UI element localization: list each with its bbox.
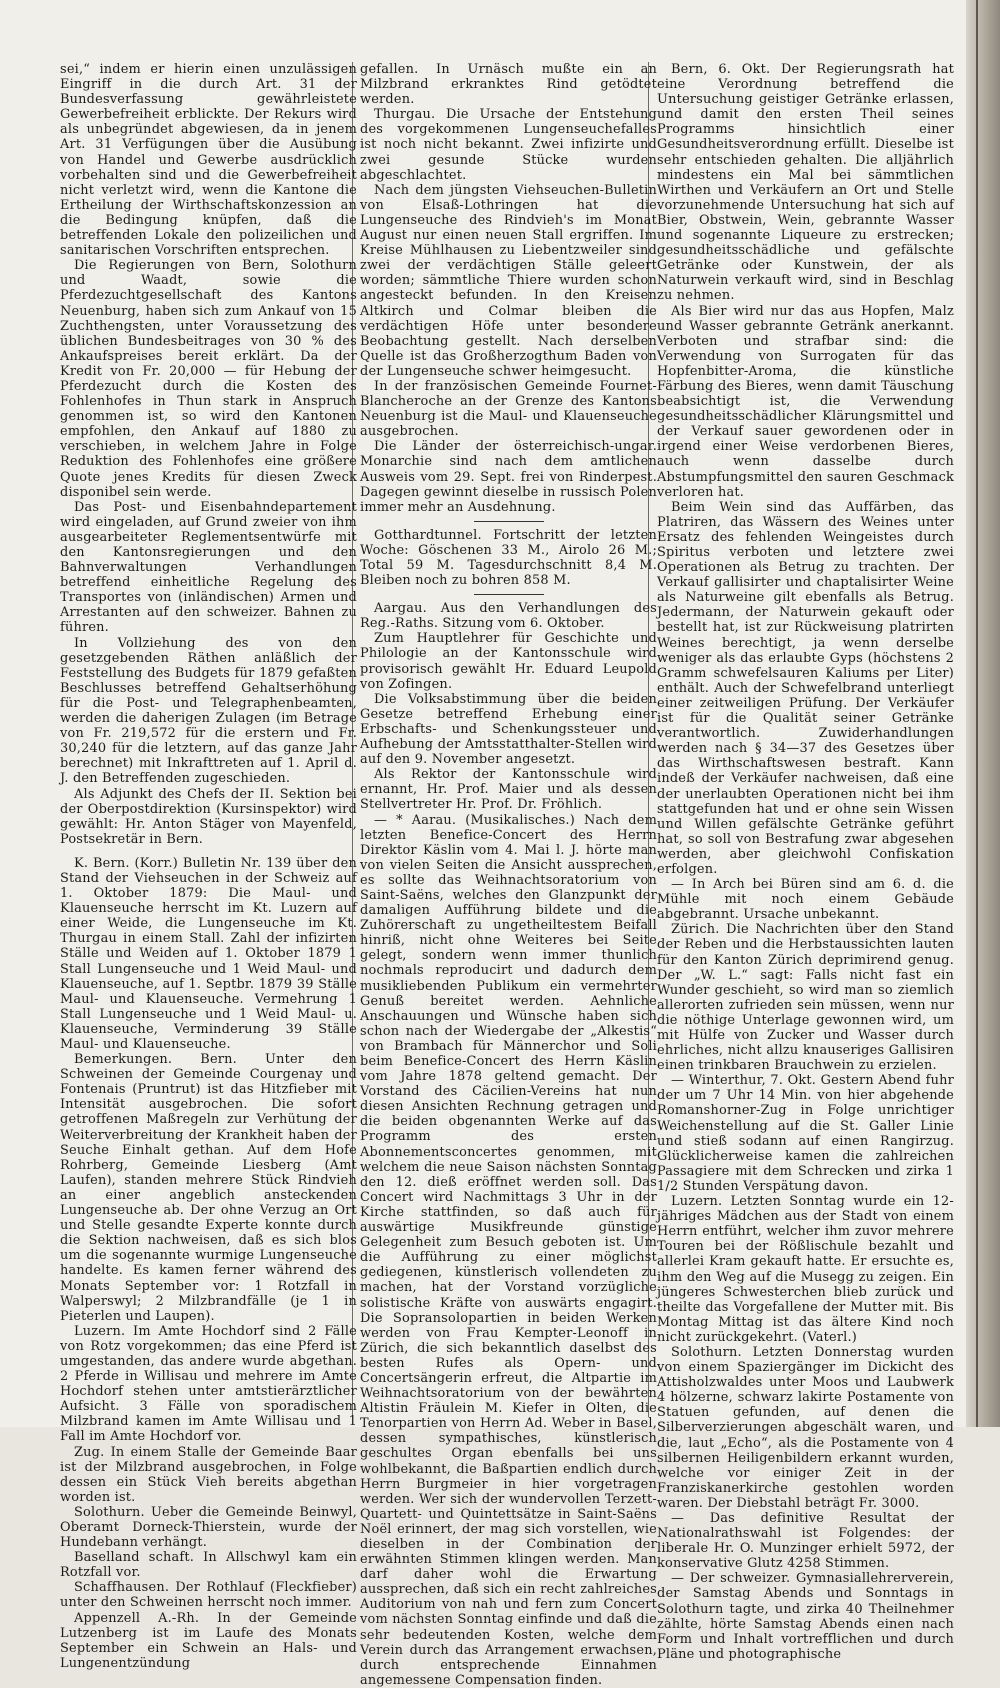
article-paragraph: Aargau. Aus den Verhandlungen des Reg.-Raths. Sitzung vom 6. Oktober. [360,601,657,632]
article-paragraph: In Vollziehung des von den gesetzgebenden Räthen anläßlich der Feststellung des Budgets für 1879 gefaßten Beschlusses betreffend Gehaltserhöhung für die Post- und Telegraphenbeamten, werden die daherigen Zulagen (im Betrage von Fr. 219,572 für die erstern und Fr. 30,240 für die letztern, auf das ganze Jahr berechnet) mit Inkrafttreten auf 1. April d. J. den Betreffenden zugeschieden. [60,635,357,787]
binding-line [976,0,978,1427]
article-paragraph: Solothurn. Letzten Donnerstag wurden von einem Spaziergänger im Dickicht des Attisholzwaldes unter Moos und Laubwerk 4 hölzerne, schwarz lakirte Postamente von Statuen gefunden, auf denen die Silberverzierungen abgeschält waren, und die, laut „Echo“, als die Postamente von 4 silbernen Heiligenbildern erkannt wurden, welche vor einiger Zeit in der Franziskanerkirche gestohlen worden waren. Der Diebstahl beträgt Fr. 3000. [657,1344,954,1511]
article-paragraph: — Der schweizer. Gymnasiallehrerverein, der Samstag Abends und Sonntags in Solothurn tagte, und zirka 40 Theilnehmer zählte, hörte Samstag Abends einen nach Form und Inhalt vortrefflichen und durch Pläne und photographische [657,1571,954,1662]
article-paragraph: — Winterthur, 7. Okt. Gestern Abend fuhr der um 7 Uhr 14 Min. von hier abgehende Romanshorner-Zug in Folge unrichtiger Weichenstellung auf die St. Galler Linie und stieß sodann auf einen Rangirzug. Glücklicherweise kamen die zahlreichen Passagiere mit dem Schrecken und zirka 1 1/2 Stunden Verspätung davon. [657,1073,954,1194]
article-paragraph: Luzern. Im Amte Hochdorf sind 2 Fälle von Rotz vorgekommen; das eine Pferd ist umgestanden, das andere wurde abgethan. 2 Pferde in Willisau und mehrere im Amte Hochdorf stehen unter amtstierärztlicher Aufsicht. 3 Fälle von sporadischem Milzbrand kamen im Amte Willisau und 1 Fall im Amte Hochdorf vor. [60,1323,357,1445]
column-left [60,62,357,1671]
article-paragraph: — * Aarau. (Musikalisches.) Nach dem letzten Benefice-Concert des Herrn Direktor Käslin vom 4. Mai l. J. hörte man von vielen Seiten die Ansicht aussprechen, es sollte das Weihnachtsoratorium von Saint-Saëns, welches den Glanzpunkt der damaligen Aufführung bildete und die Zuhörerschaft zu ungetheiltestem Beifall hinriß, nicht ohne Weiteres bei Seite gelegt, sondern wenn immer thunlich nochmals reproducirt und dadurch dem musikliebenden Publikum ein vermehrter Genuß bereitet werden. Aehnliche Anschauungen und Wünsche haben sich schon nach der Wiedergabe der „Alkestis“ von Brambach für Männerchor und Soli beim Benefice-Concert des Herrn Käslin vom Jahre 1878 geltend gemacht. Der Vorstand des Cäcilien-Vereins hat nun diesen Ansichten Rechnung getragen und die beiden obgenannten Werke auf das Programm des ersten Abonnementsconcertes genommen, mit welchem die neue Saison nächsten Sonntag den 12. dieß eröffnet werden soll. Das Concert wird Nachmittags 3 Uhr in der Kirche stattfinden, so daß auch für auswärtige Musikfreunde günstige Gelegenheit zum Besuch geboten ist. Um die Aufführung zu einer möglichst gediegenen, künstlerisch vollendeten zu machen, hat der Vorstand vorzügliche solistische Kräfte von auswärts engagirt. Die Sopransolopartien in beiden Werken werden von Frau Kempter-Leonoff in Zürich, die sich bekanntlich daselbst des besten Rufes als Opern- und Concertsängerin erfreut, die Altpartie im Weihnachtsoratorium von der bewährten Altistin Fräulein M. Kiefer in Olten, die Tenorpartien von Herrn Ad. Weber in Basel, dessen sympathisches, künstlerisch geschultes Organ ebenfalls bei uns wohlbekannt, die Baßpartien endlich durch Herrn Burgmeier in hier vorgetragen werden. Wer sich der wundervollen Terzett-Quartett- und Quintettsätze in Saint-Saëns Noël erinnert, der mag sich vorstellen, wie dieselben in der Combination der erwähnten Stimmen klingen werden. Man darf daher wohl die Erwartung aussprechen, daß sich ein recht zahlreiches Auditorium von nah und fern zum Concert vom nächsten Sonntag einfinde und daß die sehr bedeutenden Kosten, welche dem Verein durch das Arrangement erwachsen, durch entsprechende Einnahmen angemessene Compensation finden. [360,812,657,1688]
article-paragraph: Als Bier wird nur das aus Hopfen, Malz und Wasser gebrannte Getränk anerkannt. Verboten und strafbar sind: die Verwendung von Surrogaten für das Hopfenbitter-Aroma, die künstliche Färbung des Bieres, wenn damit Täuschung beabsichtigt ist, die Verwendung gesundheitsschädlicher Klärungsmittel und der Verkauf sauer gewordenen oder in irgend einer Weise verdorbenen Bieres, auch wenn dasselbe durch Abstumpfungsmittel den sauren Geschmack verloren hat. [657,303,954,500]
section-separator [474,594,544,595]
article-paragraph: Nach dem jüngsten Viehseuchen-Bulletin von Elsaß-Lothringen hat die Lungenseuche des Rindvieh's im Monat August nur einen neuen Stall ergriffen. Im Kreise Mühlhausen zu Liebentzweiler sind zwei der verdächtigen Ställe geleert worden; sämmtliche Thiere wurden schon angesteckt befunden. In den Kreisen Altkirch und Colmar bleiben die verdächtigen Höfe unter besondere Beobachtung gestellt. Nach derselben Quelle ist das Großherzogthum Baden von der Lungenseuche schwer heimgesucht. [360,182,657,379]
article-paragraph: Das Post- und Eisenbahndepartement wird eingeladen, auf Grund zweier von ihm ausgearbeiteter Reglementsentwürfe mit den Kantonsregierungen und den Bahnverwaltungen Verhandlungen betreffend einheitliche Regelung des Transportes von (inländischen) Armen und Arrestanten auf den schweizer. Bahnen zu führen. [60,499,357,636]
article-paragraph: K. Bern. (Korr.) Bulletin Nr. 139 über den Stand der Viehseuchen in der Schweiz auf 1. Oktober 1879: Die Maul- und Klauenseuche herrscht im Kt. Luzern auf einer Weide, die Lungenseuche im Kt. Thurgau in einem Stall. Zahl der infizirten Ställe und Weiden auf 1. Oktober 1879 1 Stall Lungenseuche und 1 Weid Maul- und Klauenseuche, auf 1. Septbr. 1879 39 Ställe Maul- und Klauenseuche. Vermehrung 1 Stall Lungenseuche und 1 Weid Maul- u. Klauenseuche, Verminderung 39 Ställe Maul- und Klauenseuche. [60,855,357,1052]
article-paragraph: Die Volksabstimmung über die beiden Gesetze betreffend Erhebung einer Erbschafts- und Schenkungssteuer und Aufhebung der Amtsstatthalter-Stellen wird auf den 9. November angesetzt. [360,691,657,768]
article-paragraph: Zug. In einem Stalle der Gemeinde Baar ist der Milzbrand ausgebrochen, in Folge dessen ein Stück Vieh bereits abgethan worden ist. [60,1444,357,1505]
article-paragraph: — Das definitive Resultat der Nationalrathswahl ist Folgendes: der liberale Hr. O. Munzinger erhielt 5972, der konservative Glutz 4258 Stimmen. [657,1511,954,1572]
column-middle [360,62,657,1688]
article-paragraph: Appenzell A.-Rh. In der Gemeinde Lutzenberg ist im Laufe des Monats September ein Schwein an Hals- und Lungenentzündung [60,1610,357,1671]
article-paragraph: Die Regierungen von Bern, Solothurn und Waadt, sowie die Pferdezuchtgesellschaft des Kantons Neuenburg, haben sich zum Ankauf von 15 Zuchthengsten, unter Voraussetzung des üblichen Bundesbeitrages von 30 % des Ankaufspreises bereit erklärt. Da der Kredit von Fr. 20,000 — für Hebung der Pferdezucht durch die Kosten des Fohlenhofes in Thun stark in Anspruch genommen ist, so wird den Kantonen empfohlen, den Ankauf auf 1880 zu verschieben, in welchem Jahre in Folge Reduktion des Fohlenhofes eine größere Quote jenes Kredits für diesen Zweck disponibel sein werde. [60,258,357,500]
article-paragraph: Die Länder der österreichisch-ungar. Monarchie sind nach dem amtlichen Ausweis vom 29. Sept. frei von Rinderpest. Dagegen gewinnt dieselbe in russisch Polen immer mehr an Ausdehnung. [360,439,657,515]
article-paragraph: Als Rektor der Kantonsschule wird ernannt, Hr. Prof. Maier und als dessen Stellvertreter Hr. Prof. Dr. Fröhlich. [360,767,657,813]
section-separator [474,521,544,522]
article-paragraph: Solothurn. Ueber die Gemeinde Beinwyl, Oberamt Dorneck-Thierstein, wurde der Hundebann verhängt. [60,1504,357,1551]
article-paragraph: gefallen. In Urnäsch mußte ein an Milzbrand erkranktes Rind getödtet werden. [360,62,657,108]
article-paragraph: Beim Wein sind das Auffärben, das Platriren, das Wässern des Weines unter Ersatz des fehlenden Weingeistes durch Spiritus verboten und letztere zwei Operationen als Betrug zu trachten. Der Verkauf gallisirter und chaptalisirter Weine als Naturweine gilt ebenfalls als Betrug. Jedermann, der Naturwein gekauft oder bestellt hat, ist zur Rückweisung platrirten Weines berechtigt, ja wenn derselbe weniger als das erlaubte Gyps (höchstens 2 Gramm schwefelsauren Kaliums per Liter) enthält. Auch der Schwefelbrand unterliegt einer zeitweiligen Prüfung. Der Verkäufer ist für die Qualität seiner Getränke verantwortlich. Zuwiderhandlungen werden nach § 34—37 des Gesetzes über das Wirthschaftswesen bestraft. Kann indeß der Verkäufer nachweisen, daß eine der unerlaubten Operationen nicht bei ihm stattgefunden hat und er ohne sein Wissen und Willen gefälschte Getränke geführt hat, so soll von Bestrafung zwar abgesehen werden, aber gleichwohl Confiskation erfolgen. [657,499,954,877]
binding-edge [966,0,1000,1427]
article-paragraph: Thurgau. Die Ursache der Entstehung des vorgekommenen Lungenseuchefalles ist noch nicht bekannt. Zwei infizirte und zwei gesunde Stücke wurden abgeschlachtet. [360,107,657,183]
article-paragraph: Gotthardtunnel. Fortschritt der letzten Woche: Göschenen 33 M., Airolo 26 M.; Total 59 M. Tagesdurchschnitt 8,4 M. Bleiben noch zu bohren 858 M. [360,527,657,589]
article-paragraph: — In Arch bei Büren sind am 6. d. die Mühle mit noch einem Gebäude abgebrannt. Ursache unbekannt. [657,877,954,923]
article-paragraph: Schaffhausen. Der Rothlauf (Fleckfieber) unter den Schweinen herrscht noch immer. [60,1580,357,1611]
article-paragraph: Zum Hauptlehrer für Geschichte und Philologie an der Kantonsschule wird provisorisch gewählt Hr. Eduard Leupold von Zofingen. [360,631,657,692]
article-paragraph: Luzern. Letzten Sonntag wurde ein 12-jähriges Mädchen aus der Stadt von einem Herrn entführt, welcher ihm zuvor mehrere Touren bei der Rößlischule bezahlt und allerlei Kram gekauft hatte. Er ersuchte es, ihm den Weg auf die Musegg zu zeigen. Ein jüngeres Schwesterchen blieb zurück und theilte das Vorgefallene der Mutter mit. Bis Montag Mittag ist das ältere Kind noch nicht zurückgekehrt. (Vaterl.) [657,1194,954,1345]
article-paragraph: Bern, 6. Okt. Der Regierungsrath hat eine Verordnung betreffend die Untersuchung geistiger Getränke erlassen, und damit den ersten Theil seines Programms hinsichtlich einer Gesundheitsverordnung erfüllt. Dieselbe ist sehr entschieden gehalten. Die alljährlich mindestens ein Mal bei sämmtlichen Wirthen und Verkäufern an Ort und Stelle vorzunehmende Untersuchung hat sich auf Bier, Obstwein, Wein, gebrannte Wasser und sogenannte Liqueure zu erstrecken; gesundheitsschädliche und gefälschte Getränke oder Kunstwein, der als Naturwein verkauft wird, sind in Beschlag zu nehmen. [657,62,954,304]
article-paragraph: Als Adjunkt des Chefs der II. Sektion bei der Oberpostdirektion (Kursinspektor) wird gewählt: Hr. Anton Stäger von Mayenfeld, Postsekretär in Bern. [60,786,357,847]
article-paragraph: In der französischen Gemeinde Fournet-Blancheroche an der Grenze des Kantons Neuenburg ist die Maul- und Klauenseuche ausgebrochen. [360,378,657,440]
article-paragraph: Zürich. Die Nachrichten über den Stand der Reben und die Herbstaussichten lauten für den Kanton Zürich deprimirend genug. Der „W. L.“ sagt: Falls nicht fast ein Wunder geschieht, so wird man so ziemlich allerorten zufrieden sein müssen, wenn nur die nöthige Unterlage gewonnen wird, um mit Hülfe von Zucker und Wasser durch ehrliches, nicht allzu knauseriges Gallisiren einen trinkbaren Brauchwein zu erzielen. [657,922,954,1074]
column-right [657,62,954,1662]
article-paragraph: Baselland schaft. In Allschwyl kam ein Rotzfall vor. [60,1550,357,1581]
article-paragraph: Bemerkungen. Bern. Unter den Schweinen der Gemeinde Courgenay und Fontenais (Pruntrut) ist das Hitzfieber mit Intensität ausgebrochen. Die sofort getroffenen Maßregeln zur Verhütung der Weiterverbreitung der Krankheit haben der Seuche Einhalt gethan. Auf dem Hofe Rohrberg, Gemeinde Liesberg (Amt Laufen), standen mehrere Stück Rindvieh an einer angeblich ansteckenden Lungenseuche ab. Der ohne Verzug an Ort und Stelle gesandte Experte konnte durch die Sektion nachweisen, daß es sich blos um die sogenannte wurmige Lungenseuche handelte. Es kamen ferner während des Monats September vor: 1 Rotzfall in Walperswyl; 2 Milzbrandfälle (je 1 in Pieterlen und Laupen). [60,1052,357,1324]
article-paragraph: sei,“ indem er hierin einen unzulässigen Eingriff in die durch Art. 31 der Bundesverfassung gewährleistete Gewerbefreiheit erblickte. Der Rekurs wird als unbegründet abgewiesen, da in jenem Art. 31 Verfügungen über die Ausübung von Handel und Gewerbe ausdrücklich vorbehalten sind und die Gewerbefreiheit nicht verletzt wird, wenn die Kantone die Ertheilung der Wirthschaftskonzession an die Bedingung knüpfen, daß die betreffenden Lokale den polizeilichen und sanitarischen Vorschriften entsprechen. [60,62,357,259]
